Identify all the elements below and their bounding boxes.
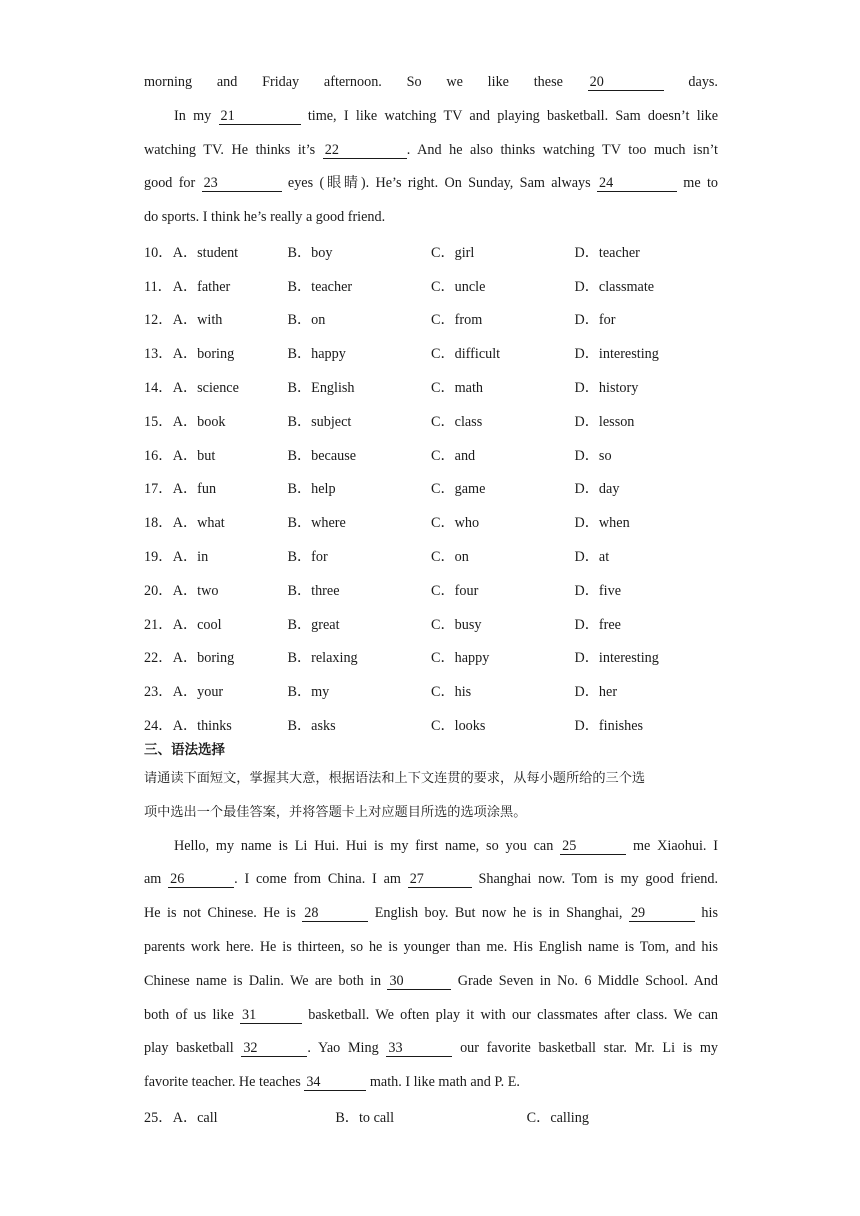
option-a[interactable]: A．student [172, 244, 239, 261]
blank-23[interactable]: 23 [202, 175, 282, 192]
option-d[interactable]: D．interesting [574, 346, 659, 363]
option-c[interactable]: C．happy [431, 650, 490, 667]
option-a[interactable]: A．your [172, 684, 224, 701]
question-row-16: 16． A．but B．because C．and D．so [144, 438, 718, 472]
option-d[interactable]: D．lesson [574, 413, 635, 430]
passage-2-line: favorite teacher. He teaches 34 math. I like math and P. E. [144, 1074, 520, 1091]
option-d[interactable]: D．her [574, 684, 618, 701]
option-b[interactable]: B．on [287, 312, 326, 329]
option-b[interactable]: B．where [287, 515, 346, 532]
question-row-22: 22． A．boring B．relaxing C．happy D．interesting [144, 641, 718, 675]
passage-2-line: am 26 . I come from China. I am 27 Shanghai now. Tom is my good friend. [144, 871, 718, 888]
blank-29[interactable]: 29 [629, 905, 695, 922]
option-d[interactable]: D．day [574, 481, 620, 498]
option-c[interactable]: C．four [431, 582, 479, 599]
option-a[interactable]: A．fun [172, 481, 217, 498]
option-c[interactable]: C．on [431, 549, 469, 566]
option-a[interactable]: A．book [172, 413, 226, 430]
question-row-14: 14． A．science B．English C．math D．history [144, 370, 718, 404]
passage-2-line: parents work here. He is thirteen, so he is younger than me. His English name is Tom, and his [144, 938, 718, 955]
option-a[interactable]: A．what [172, 515, 225, 532]
option-d[interactable]: D．free [574, 616, 621, 633]
passage-1-line: do sports. I think he’s really a good friend. [144, 209, 386, 226]
option-d[interactable]: D．at [574, 549, 610, 566]
option-b[interactable]: B．English [287, 380, 355, 397]
option-c[interactable]: C．looks [431, 718, 486, 735]
question-row-21: 21． A．cool B．great C．busy D．free [144, 607, 718, 641]
passage-2-line: Hello, my name is Li Hui. Hui is my first name, so you can 25 me Xiaohui. I [174, 837, 719, 854]
passage-2-line: both of us like 31 basketball. We often play it with our classmates after class. We can [144, 1006, 718, 1023]
option-d[interactable]: D．so [574, 447, 612, 464]
question-list-1 [144, 235, 718, 742]
blank-31[interactable]: 31 [240, 1007, 302, 1024]
option-a[interactable]: A．thinks [172, 718, 232, 735]
passage-2-line: Chinese name is Dalin. We are both in 30 Grade Seven in No. 6 Middle School. And [144, 972, 718, 989]
option-c[interactable]: C．and [431, 447, 476, 464]
passage-2-line: He is not Chinese. He is 28 English boy. But now he is in Shanghai, 29 his [144, 905, 718, 922]
blank-26[interactable]: 26 [168, 871, 234, 888]
option-b[interactable]: B．for [287, 549, 328, 566]
option-b[interactable]: B．asks [287, 718, 336, 735]
blank-32[interactable]: 32 [241, 1040, 307, 1057]
option-b[interactable]: B．relaxing [287, 650, 358, 667]
question-row-13: 13． A．boring B．happy C．difficult D．interesting [144, 336, 718, 370]
option-c[interactable]: C．game [431, 481, 486, 498]
option-c[interactable]: C．busy [431, 616, 482, 633]
option-a[interactable]: A．boring [172, 650, 235, 667]
blank-30[interactable]: 30 [387, 973, 451, 990]
question-row-18: 18． A．what B．where C．who D．when [144, 505, 718, 539]
option-b[interactable]: B．to call [335, 1109, 395, 1126]
question-row-20: 20． A．two B．three C．four D．five [144, 573, 718, 607]
option-c[interactable]: C．math [431, 380, 484, 397]
option-a[interactable]: A．boring [172, 346, 235, 363]
passage-1-line: morning and Friday afternoon. So we like these 20 days. [144, 74, 718, 90]
question-row-10: 10． A．student B．boy C．girl D．teacher [144, 235, 718, 269]
option-a[interactable]: A．science [172, 380, 239, 397]
option-d[interactable]: D．history [574, 380, 639, 397]
passage-2-line: play basketball 32 . Yao Ming 33 our favorite basketball star. Mr. Li is my [144, 1040, 718, 1057]
option-c[interactable]: C．from [431, 312, 483, 329]
question-row-24: 24． A．thinks B．asks C．looks D．finishes [144, 708, 718, 742]
option-b[interactable]: B．three [287, 582, 340, 599]
question-row-15: 15． A．book B．subject C．class D．lesson [144, 404, 718, 438]
option-c[interactable]: C．difficult [431, 346, 501, 363]
section-instructions: 请通读下面短文，掌握其大意，根据语法和上下文连贯的要求，从每小题所给的三个选 项中选出一个最佳答案，并将答题卡上对应题目所选的选项涂黑。 [144, 770, 646, 820]
option-b[interactable]: B．boy [287, 244, 333, 261]
passage-1-line: watching TV. He thinks it’s 22 . And he also thinks watching TV too much isn’t [144, 141, 719, 158]
question-row-19: 19． A．in B．for C．on D．at [144, 539, 718, 573]
blank-28[interactable]: 28 [302, 905, 368, 922]
question-row-11: 11． A．father B．teacher C．uncle D．classmate [144, 269, 718, 303]
blank-22[interactable]: 22 [323, 142, 407, 159]
option-d[interactable]: D．interesting [574, 650, 659, 667]
option-c[interactable]: C．uncle [431, 278, 486, 295]
option-d[interactable]: D．finishes [574, 718, 644, 735]
option-c[interactable]: C．calling [526, 1109, 589, 1126]
option-c[interactable]: C．who [431, 515, 480, 532]
option-a[interactable]: A．in [172, 549, 209, 566]
option-a[interactable]: A．with [172, 312, 223, 329]
option-d[interactable]: D．five [574, 582, 621, 599]
option-b[interactable]: B．help [287, 481, 336, 498]
section-title: 三、语法选择 [144, 741, 225, 758]
blank-34[interactable]: 34 [304, 1074, 366, 1091]
question-row-17: 17． A．fun B．help C．game D．day [144, 472, 718, 506]
option-d[interactable]: D．classmate [574, 278, 655, 295]
option-a[interactable]: A．cool [172, 616, 222, 633]
option-a[interactable]: A．father [172, 278, 231, 295]
passage-1 [144, 66, 718, 235]
option-c[interactable]: C．his [431, 684, 472, 701]
option-a[interactable]: A．but [172, 447, 216, 464]
option-b[interactable]: B．because [287, 447, 357, 464]
blank-33[interactable]: 33 [386, 1040, 452, 1057]
passage-1-line: good for 23 eyes (眼睛). He’s right. On Sunday, Sam always 24 me to [144, 175, 718, 192]
option-b[interactable]: B．happy [287, 346, 346, 363]
passage-1-line: In my 21 time, I like watching TV and playing basketball. Sam doesn’t like [174, 107, 718, 124]
document-page [144, 66, 718, 1134]
blank-21[interactable]: 21 [219, 108, 301, 125]
option-a[interactable]: A．two [172, 582, 219, 599]
option-d[interactable]: D．for [574, 312, 616, 329]
question-row-25: 25． A．call B．to call C．calling [144, 1100, 718, 1134]
blank-25[interactable]: 25 [560, 838, 626, 855]
blank-20[interactable]: 20 [588, 74, 664, 91]
option-d[interactable]: D．teacher [574, 244, 640, 261]
option-b[interactable]: B．subject [287, 413, 352, 430]
question-row-23: 23． A．your B．my C．his D．her [144, 674, 718, 708]
blank-24[interactable]: 24 [597, 175, 677, 192]
passage-2 [144, 830, 718, 1100]
option-c[interactable]: C．class [431, 413, 483, 430]
option-d[interactable]: D．when [574, 515, 630, 532]
option-c[interactable]: C．girl [431, 244, 475, 261]
option-b[interactable]: B．my [287, 684, 330, 701]
option-b[interactable]: B．teacher [287, 278, 353, 295]
question-row-12: 12． A．with B．on C．from D．for [144, 303, 718, 337]
blank-27[interactable]: 27 [408, 871, 472, 888]
option-a[interactable]: A．call [172, 1109, 218, 1126]
option-b[interactable]: B．great [287, 616, 340, 633]
